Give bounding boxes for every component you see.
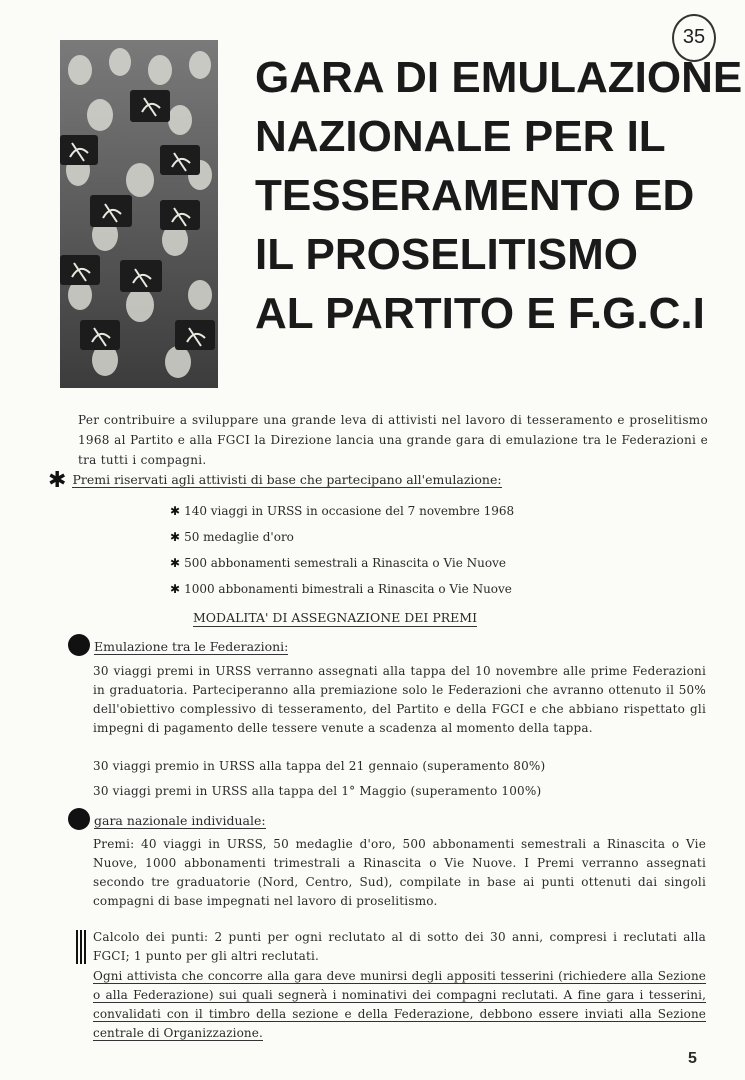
triple-bar-icon bbox=[76, 930, 88, 964]
asterisk-icon: ✱ bbox=[48, 468, 67, 493]
federazioni-tappa-gennaio: 30 viaggi premio in URSS alla tappa del 21 gennaio (superamento 80%) bbox=[93, 759, 546, 773]
page-number: 5 bbox=[688, 1050, 697, 1067]
headline-line: GARA DI EMULAZIONE bbox=[255, 53, 743, 102]
federazioni-tappa-maggio: 30 viaggi premi in URSS alla tappa del 1° Maggio (superamento 100%) bbox=[93, 784, 542, 798]
asterisk-icon: ✱ bbox=[170, 556, 181, 570]
prize-list bbox=[170, 498, 514, 602]
modalita-title: MODALITA' DI ASSEGNAZIONE DEI PREMI bbox=[193, 610, 478, 625]
list-item bbox=[170, 576, 514, 602]
headline-line: AL PARTITO E F.G.C.I bbox=[255, 289, 705, 338]
headline-line: NAZIONALE PER IL bbox=[255, 112, 666, 161]
asterisk-icon: ✱ bbox=[170, 582, 181, 596]
individuale-heading bbox=[68, 808, 266, 831]
list-item bbox=[170, 498, 514, 524]
prize-text: 500 abbonamenti semestrali a Rinascita o Vie Nuove bbox=[184, 556, 507, 570]
prizes-heading-text: Premi riservati agli attivisti di base che partecipano all'emulazione: bbox=[72, 472, 502, 487]
list-item bbox=[170, 550, 514, 576]
federazioni-paragraph: 30 viaggi premi in URSS verranno assegnati alla tappa del 10 novembre alle prime Federazioni in graduatoria. Parteciperanno alla premiazione solo le Federazioni che avranno ottenuto il 50% dell'obiettivo complessivo di tesseramento, del Partito e della FGCI e che abbiano rispettato gli impegni di pagamento delle tessere venute a scadenza al momento della tappa. bbox=[93, 664, 706, 735]
asterisk-icon: ✱ bbox=[170, 504, 181, 518]
crowd-photo bbox=[60, 40, 218, 388]
crowd-photo-image bbox=[60, 40, 218, 388]
page-stamp: 35 bbox=[672, 14, 716, 62]
asterisk-icon: ✱ bbox=[170, 530, 181, 544]
prize-text: 140 viaggi in URSS in occasione del 7 novembre 1968 bbox=[184, 504, 515, 518]
headline bbox=[255, 48, 743, 343]
bullet-dot-icon bbox=[68, 634, 90, 656]
list-item bbox=[170, 524, 514, 550]
headline-line: TESSERAMENTO ED bbox=[255, 171, 695, 220]
federazioni-heading bbox=[68, 634, 288, 657]
prize-text: 1000 abbonamenti bimestrali a Rinascita o Vie Nuove bbox=[184, 582, 512, 596]
calcolo-punti-paragraph: Calcolo dei punti: 2 punti per ogni reclutato al di sotto dei 30 anni, compresi i reclutati alla FGCI; 1 punto per gli altri reclutati. bbox=[93, 930, 706, 963]
prize-text: 50 medaglie d'oro bbox=[184, 530, 294, 544]
attivista-paragraph-text: Ogni attivista che concorre alla gara deve munirsi degli appositi tesserini (richiedere alla Sezione o alla Federazione) sui quali segnerà i nominativi dei compagni reclutati. A fine gara i tesserini, convalidati con il timbro della sezione e della Federazione, debbono essere inviati alla Sezione centrale di Organizzazione. bbox=[93, 969, 706, 1040]
attivista-paragraph bbox=[93, 967, 706, 1043]
federazioni-heading-text: Emulazione tra le Federazioni: bbox=[94, 639, 289, 654]
individuale-heading-text: gara nazionale individuale: bbox=[94, 813, 266, 828]
intro-paragraph: Per contribuire a sviluppare una grande leva di attivisti nel lavoro di tesseramento e proselitismo 1968 al Partito e alla FGCI la Direzione lancia una grande gara di emulazione tra le Federazioni e tra tutti i compagni. bbox=[78, 413, 708, 467]
individuale-premi-paragraph: Premi: 40 viaggi in URSS, 50 medaglie d'oro, 500 abbonamenti semestrali a Rinascita o Vie Nuove, 1000 abbonamenti trimestrali a Rinascita o Vie Nuove. I Premi verranno assegnati secondo tre graduatorie (Nord, Centro, Sud), compilate in base ai punti ottenuti dai singoli compagni di base impegnati nel lavoro di proselitismo. bbox=[93, 837, 706, 908]
prizes-heading bbox=[48, 470, 502, 491]
headline-line: IL PROSELITISMO bbox=[255, 230, 639, 279]
bullet-dot-icon bbox=[68, 808, 90, 830]
